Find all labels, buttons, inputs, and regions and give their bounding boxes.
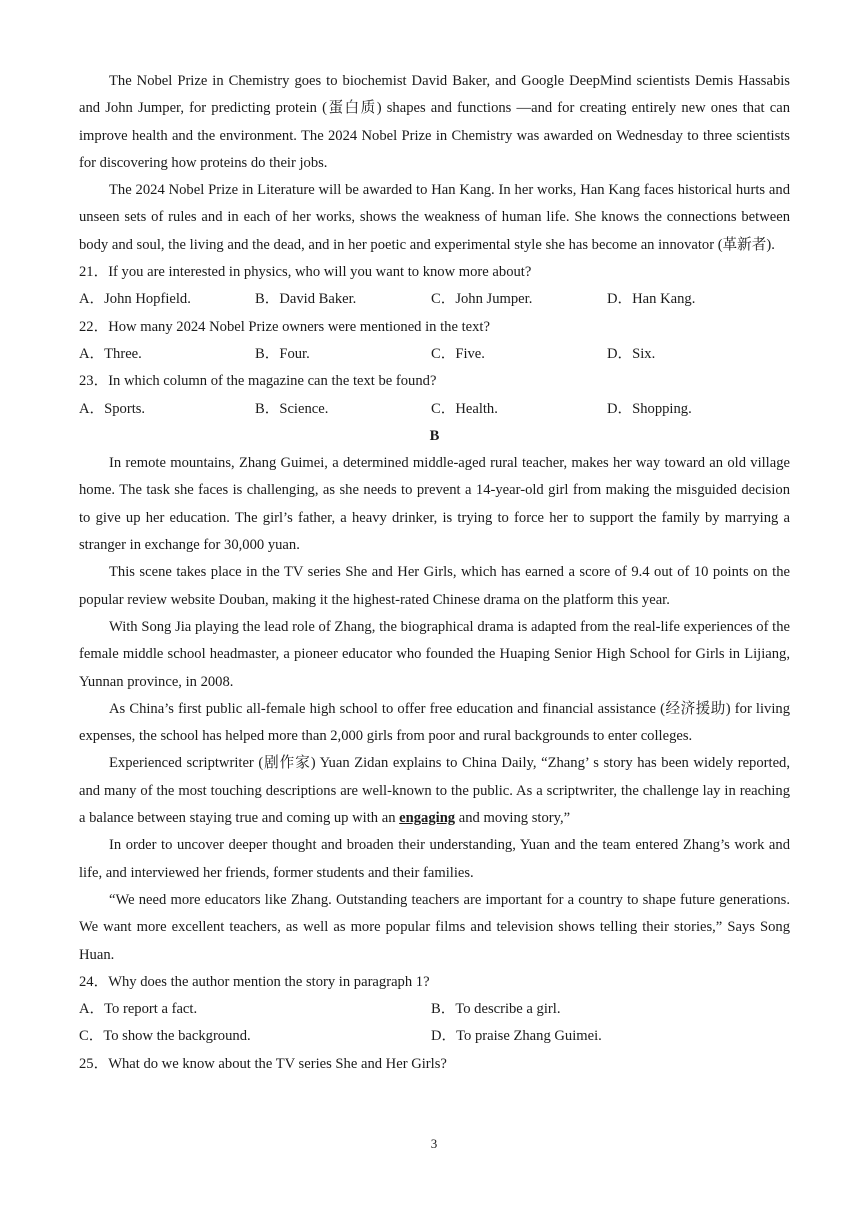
question-23-option-d: D．Shopping. bbox=[607, 400, 692, 417]
section-b-heading: B bbox=[429, 427, 440, 444]
passage-b-paragraph-6: In order to uncover deeper thought and broaden their understanding, Yuan and the team entered Zhang’s work and life, and interviewed her friends, former students and their families. bbox=[79, 837, 790, 881]
question-21-stem: 21．If you are interested in physics, who will you want to know more about? bbox=[79, 264, 532, 281]
question-23-option-c: C．Health. bbox=[431, 400, 498, 417]
question-22-stem: 22．How many 2024 Nobel Prize owners were mentioned in the text? bbox=[79, 318, 490, 335]
question-21-option-d: D．Han Kang. bbox=[607, 291, 696, 308]
question-22-option-c: C．Five. bbox=[431, 345, 485, 362]
question-24-options-row-1 bbox=[79, 996, 790, 1023]
exam-page bbox=[79, 68, 790, 1078]
question-24-option-d: D．To praise Zhang Guimei. bbox=[431, 1028, 602, 1045]
question-22-option-b: B．Four. bbox=[255, 345, 310, 362]
question-21-option-b: B．David Baker. bbox=[255, 291, 357, 308]
question-24-option-c: C．To show the background. bbox=[79, 1028, 251, 1045]
passage-a-paragraph-2: The 2024 Nobel Prize in Literature will be awarded to Han Kang. In her works, Han Kang faces historical hurts and unseen sets of rules and in each of her works, shows the weakness of human life. She knows the connections between body and soul, the living and the dead, and in her poetic and experimental style she has become an innovator (革新者). bbox=[79, 182, 790, 253]
passage-b-paragraph-1: In remote mountains, Zhang Guimei, a determined middle-aged rural teacher, makes her way toward an old village home. The task she faces is challenging, as she needs to prevent a 14-year-old girl from making the misguided decision to give up her education. The girl’s father, a heavy drinker, is trying to force her to support the family by marrying a stranger in exchange for 30,000 yuan. bbox=[79, 455, 790, 554]
question-22-option-a: A．Three. bbox=[79, 345, 142, 362]
passage-b-paragraph-5-text-start: Experienced scriptwriter (剧作家) Yuan Zidan explains to China Daily, “Zhang’ s story has been widely reported, and many of the most touching descriptions are well-known to the public. As a scriptwriter, the challenge lay in reaching a balance between staying true and coming up with an bbox=[79, 755, 790, 827]
page-number: 3 bbox=[430, 1136, 438, 1151]
passage-b-paragraph-3: With Song Jia playing the lead role of Zhang, the biographical drama is adapted from the real-life experiences of the female middle school headmaster, a pioneer educator who founded the Huaping Senior High School for Girls in Lijiang, Yunnan province, in 2008. bbox=[79, 618, 790, 690]
question-23-option-a: A．Sports. bbox=[79, 400, 146, 417]
question-23-option-b: B．Science. bbox=[255, 400, 329, 417]
question-22-options bbox=[79, 341, 790, 368]
passage-b-paragraph-5-text-end: and moving story,” bbox=[455, 810, 571, 827]
question-24-option-a: A．To report a fact. bbox=[79, 1001, 198, 1018]
underlined-word: engaging bbox=[399, 810, 456, 827]
passage-b-paragraph-2: This scene takes place in the TV series She and Her Girls, which has earned a score of 9.4 out of 10 points on the popular review website Douban, making it the highest-rated Chinese drama on the platform this year. bbox=[79, 564, 790, 608]
question-24-stem: 24．Why does the author mention the story in paragraph 1? bbox=[79, 973, 430, 990]
question-23-options bbox=[79, 396, 790, 423]
question-21-option-c: C．John Jumper. bbox=[431, 291, 533, 308]
question-23-stem: 23．In which column of the magazine can the text be found? bbox=[79, 373, 437, 390]
passage-b-paragraph-7: “We need more educators like Zhang. Outstanding teachers are important for a country to shape future generations. We want more excellent teachers, as well as more popular films and television shows telling their stories,” Says Song Huan. bbox=[79, 891, 790, 963]
passage-b-paragraph-4: As China’s first public all-female high school to offer free education and financial assistance (经济援助) for living expenses, the school has helped more than 2,000 girls from poor and rural backgrounds to enter colleges. bbox=[79, 700, 790, 745]
question-24-options-row-2 bbox=[79, 1023, 790, 1050]
question-22-option-d: D．Six. bbox=[607, 345, 656, 362]
passage-b-paragraph-5 bbox=[79, 750, 790, 832]
question-25-stem: 25．What do we know about the TV series She and Her Girls? bbox=[79, 1055, 447, 1072]
question-21-option-a: A．John Hopfield. bbox=[79, 291, 191, 308]
question-21-options bbox=[79, 286, 790, 313]
question-24-option-b: B．To describe a girl. bbox=[431, 1001, 561, 1018]
passage-a-paragraph-1: The Nobel Prize in Chemistry goes to biochemist David Baker, and Google DeepMind scientists Demis Hassabis and John Jumper, for predicting protein (蛋白质) shapes and functions —and for creating entirely new ones that can improve health and the environment. The 2024 Nobel Prize in Chemistry was awarded on Wednesday to three scientists for discovering how proteins do their jobs. bbox=[79, 73, 790, 171]
